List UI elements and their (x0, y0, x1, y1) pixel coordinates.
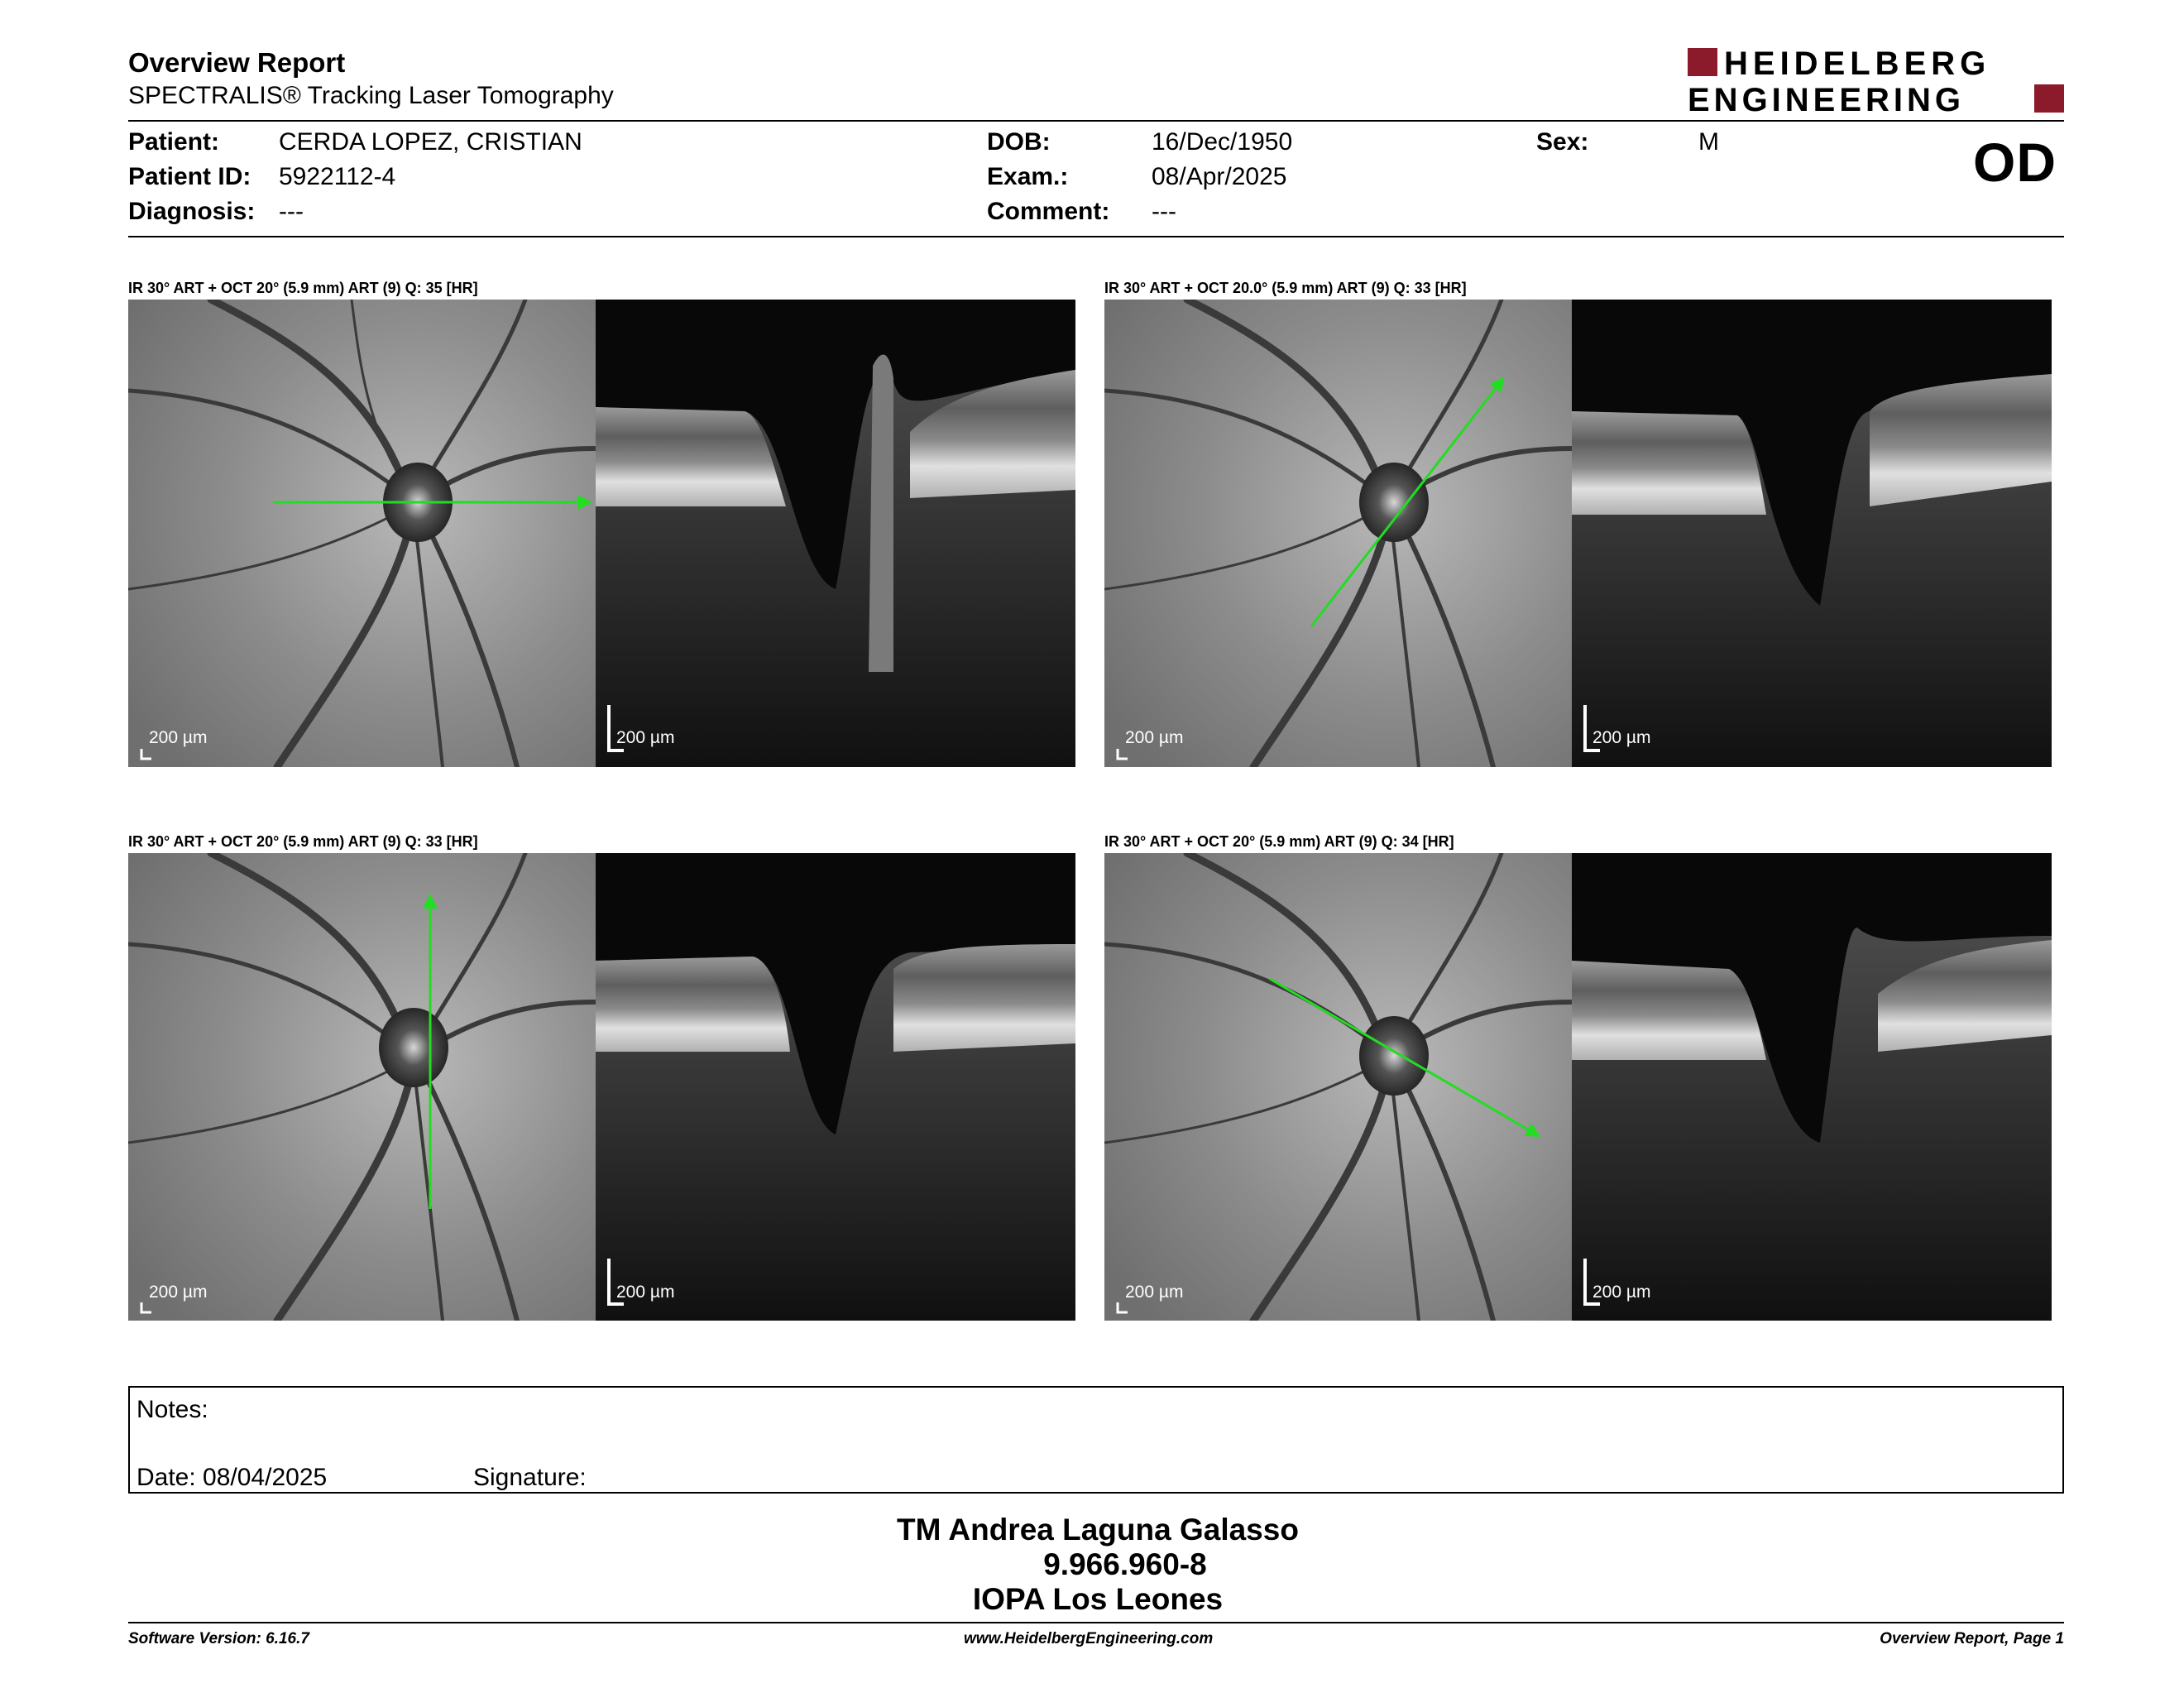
signatory-name: TM Andrea Laguna Galasso (897, 1513, 1299, 1547)
oct-scale-4: 200 µm (1592, 1283, 1651, 1302)
oct-scale-2: 200 µm (1592, 728, 1651, 747)
page-indicator: Overview Report, Page 1 (1880, 1630, 2064, 1647)
oct-bscan-1 (596, 300, 1075, 767)
fundus-scale-1: 200 µm (149, 728, 208, 747)
report-subtitle: SPECTRALIS® Tracking Laser Tomography (128, 82, 614, 109)
signature-label: Signature: (473, 1464, 587, 1491)
brand-line2: ENGINEERING (1688, 82, 1966, 114)
website-link[interactable]: www.HeidelbergEngineering.com (964, 1630, 1214, 1647)
dob-label: DOB: (987, 128, 1051, 156)
panel-3-title: IR 30° ART + OCT 20° (5.9 mm) ART (9) Q: 33 [HR] (128, 833, 478, 850)
sex-label: Sex: (1536, 128, 1589, 156)
oct-bscan-3 (596, 853, 1075, 1321)
sex-value: M (1698, 128, 1719, 156)
patient-id: 5922112-4 (279, 163, 396, 190)
software-version: Software Version: 6.16.7 (128, 1630, 309, 1647)
fundus-image-3 (128, 853, 596, 1321)
heidelberg-logo (1688, 46, 2064, 114)
patient-name: CERDA LOPEZ, CRISTIAN (279, 128, 582, 156)
diagnosis-value: --- (279, 198, 304, 225)
diagnosis-label: Diagnosis: (128, 198, 256, 225)
brand-line1: HEIDELBERG (1724, 46, 1991, 82)
patient-label: Patient: (128, 128, 220, 156)
oct-scale-1: 200 µm (616, 728, 675, 747)
fundus-image-4 (1104, 853, 1572, 1321)
oct-bscan-4 (1572, 853, 2052, 1321)
fundus-scale-4: 200 µm (1125, 1283, 1184, 1302)
fundus-image-1 (128, 300, 596, 767)
fundus-image-2 (1104, 300, 1572, 767)
notes-date: Date: 08/04/2025 (136, 1464, 328, 1491)
patient-divider (128, 236, 2064, 237)
fundus-scale-3: 200 µm (149, 1283, 208, 1302)
dob-value: 16/Dec/1950 (1152, 128, 1293, 156)
panel-1-title: IR 30° ART + OCT 20° (5.9 mm) ART (9) Q: 35 [HR] (128, 280, 478, 296)
footer-divider (128, 1622, 2064, 1623)
report-title: Overview Report (128, 47, 346, 78)
oct-bscan-2 (1572, 300, 2052, 767)
panel-2-title: IR 30° ART + OCT 20.0° (5.9 mm) ART (9) Q: 33 [HR] (1104, 280, 1467, 296)
oct-scale-3: 200 µm (616, 1283, 675, 1302)
exam-label: Exam.: (987, 163, 1069, 190)
signatory-id: 9.966.960-8 (1043, 1547, 1207, 1581)
notes-label: Notes: (136, 1396, 208, 1423)
patient-id-label: Patient ID: (128, 163, 251, 190)
exam-value: 08/Apr/2025 (1152, 163, 1287, 190)
eye-indicator: OD (1973, 132, 2057, 193)
fundus-scale-2: 200 µm (1125, 728, 1184, 747)
comment-label: Comment: (987, 198, 1110, 225)
comment-value: --- (1152, 198, 1176, 225)
notes-box (128, 1386, 2064, 1494)
signatory-institution: IOPA Los Leones (972, 1582, 1224, 1616)
header-divider (128, 120, 2064, 122)
panel-4-title: IR 30° ART + OCT 20° (5.9 mm) ART (9) Q: 34 [HR] (1104, 833, 1454, 850)
